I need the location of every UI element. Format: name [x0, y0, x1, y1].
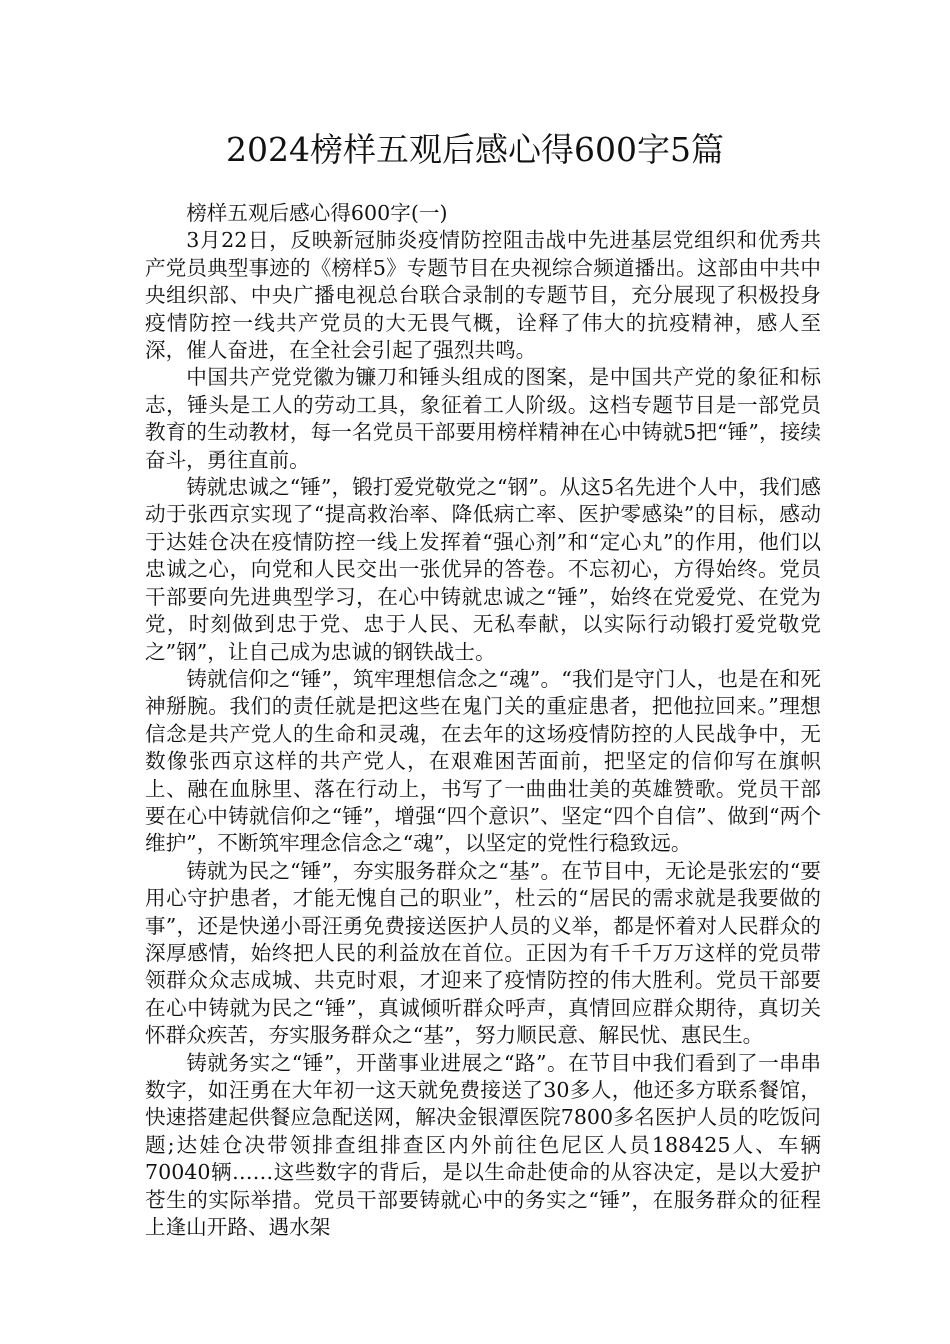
- paragraph: 铸就为民之“锤”，夯实服务群众之“基”。在节目中，无论是张宏的“要用心守护患者，才能无愧自己的职业”，杜云的“居民的需求就是我要做的事”，还是快递小哥汪勇免费接送医护人员的义举，都是怀着对人民群众的深厚感情，始终把人民的利益放在首位。正因为有千千万万这样的党员带领群众众志成城、共克时艰，才迎来了疫情防控的伟大胜利。党员干部要在心中铸就为民之“锤”，真诚倾听群众呼声，真情回应群众期待，真切关怀群众疾苦，夯实服务群众之“基”，努力顺民意、解民忧、惠民生。: [145, 858, 821, 1048]
- document-title: 2024榜样五观后感心得600字5篇: [226, 130, 724, 169]
- paragraph: 铸就信仰之“锤”，筑牢理想信念之“魂”。“我们是守门人，也是在和死神掰腕。我们的责任就是把这些在鬼门关的重症患者，把他拉回来。”理想信念是共产党人的生命和灵魂，在去年的这场疫情防控的人民战争中，无数像张西京这样的共产党人，在艰难困苦面前，把坚定的信仰写在旗帜上、融在血脉里、落在行动上，书写了一曲曲壮美的英雄赞歌。党员干部要在心中铸就信仰之“锤”，增强“四个意识”、坚定“四个自信”、做到“两个维护”，不断筑牢理念信念之“魂”，以坚定的党性行稳致远。: [145, 666, 821, 856]
- section-heading: 榜样五观后感心得600字(一): [186, 201, 448, 225]
- paragraph: 铸就忠诚之“锤”，锻打爱党敬党之“钢”。从这5名先进个人中，我们感动于张西京实现了“提高救治率、降低病亡率、医护零感染”的目标，感动于达娃仓决在疫情防控一线上发挥着“强心剂”和“定心丸”的作用，他们以忠诚之心，向党和人民交出一张优异的答卷。不忘初心，方得始终。党员干部要向先进典型学习，在心中铸就忠诚之“锤”，始终在党爱党、在党为党，时刻做到忠于党、忠于人民、无私奉献，以实际行动锻打爱党敬党之”钢”，让自己成为忠诚的钢铁战士。: [145, 475, 821, 664]
- document-body: [145, 200, 821, 1241]
- paragraph: 3月22日，反映新冠肺炎疫情防控阻击战中先进基层党组织和优秀共产党员典型事迹的《榜样5》专题节目在央视综合频道播出。这部由中共中央组织部、中央广播电视总台联合录制的专题节目，充分展现了积极投身疫情防控一线共产党员的大无畏气概，诠释了伟大的抗疫精神，感人至深，催人奋进，在全社会引起了强烈共鸣。: [145, 228, 821, 363]
- paragraph: 中国共产党党徽为镰刀和锤头组成的图案，是中国共产党的象征和标志，锤头是工人的劳动工具，象征着工人阶级。这档专题节目是一部党员教育的生动教材，每一名党员干部要用榜样精神在心中铸就5把“锤”，接续奋斗，勇往直前。: [145, 365, 821, 472]
- paragraph: 铸就务实之“锤”，开凿事业进展之“路”。在节目中我们看到了一串串数字，如汪勇在大年初一这天就免费接送了30多人，他还多方联系餐馆，快速搭建起供餐应急配送网，解决金银潭医院7800多名医护人员的吃饭问题;达娃仓决带领排查组排查区内外前往色尼区人员188425人、车辆70040辆……这些数字的背后，是以生命赴使命的从容决定，是以大爱护苍生的实际举措。党员干部要铸就心中的务实之“锤”，在服务群众的征程上逢山开路、遇水架: [145, 1050, 821, 1240]
